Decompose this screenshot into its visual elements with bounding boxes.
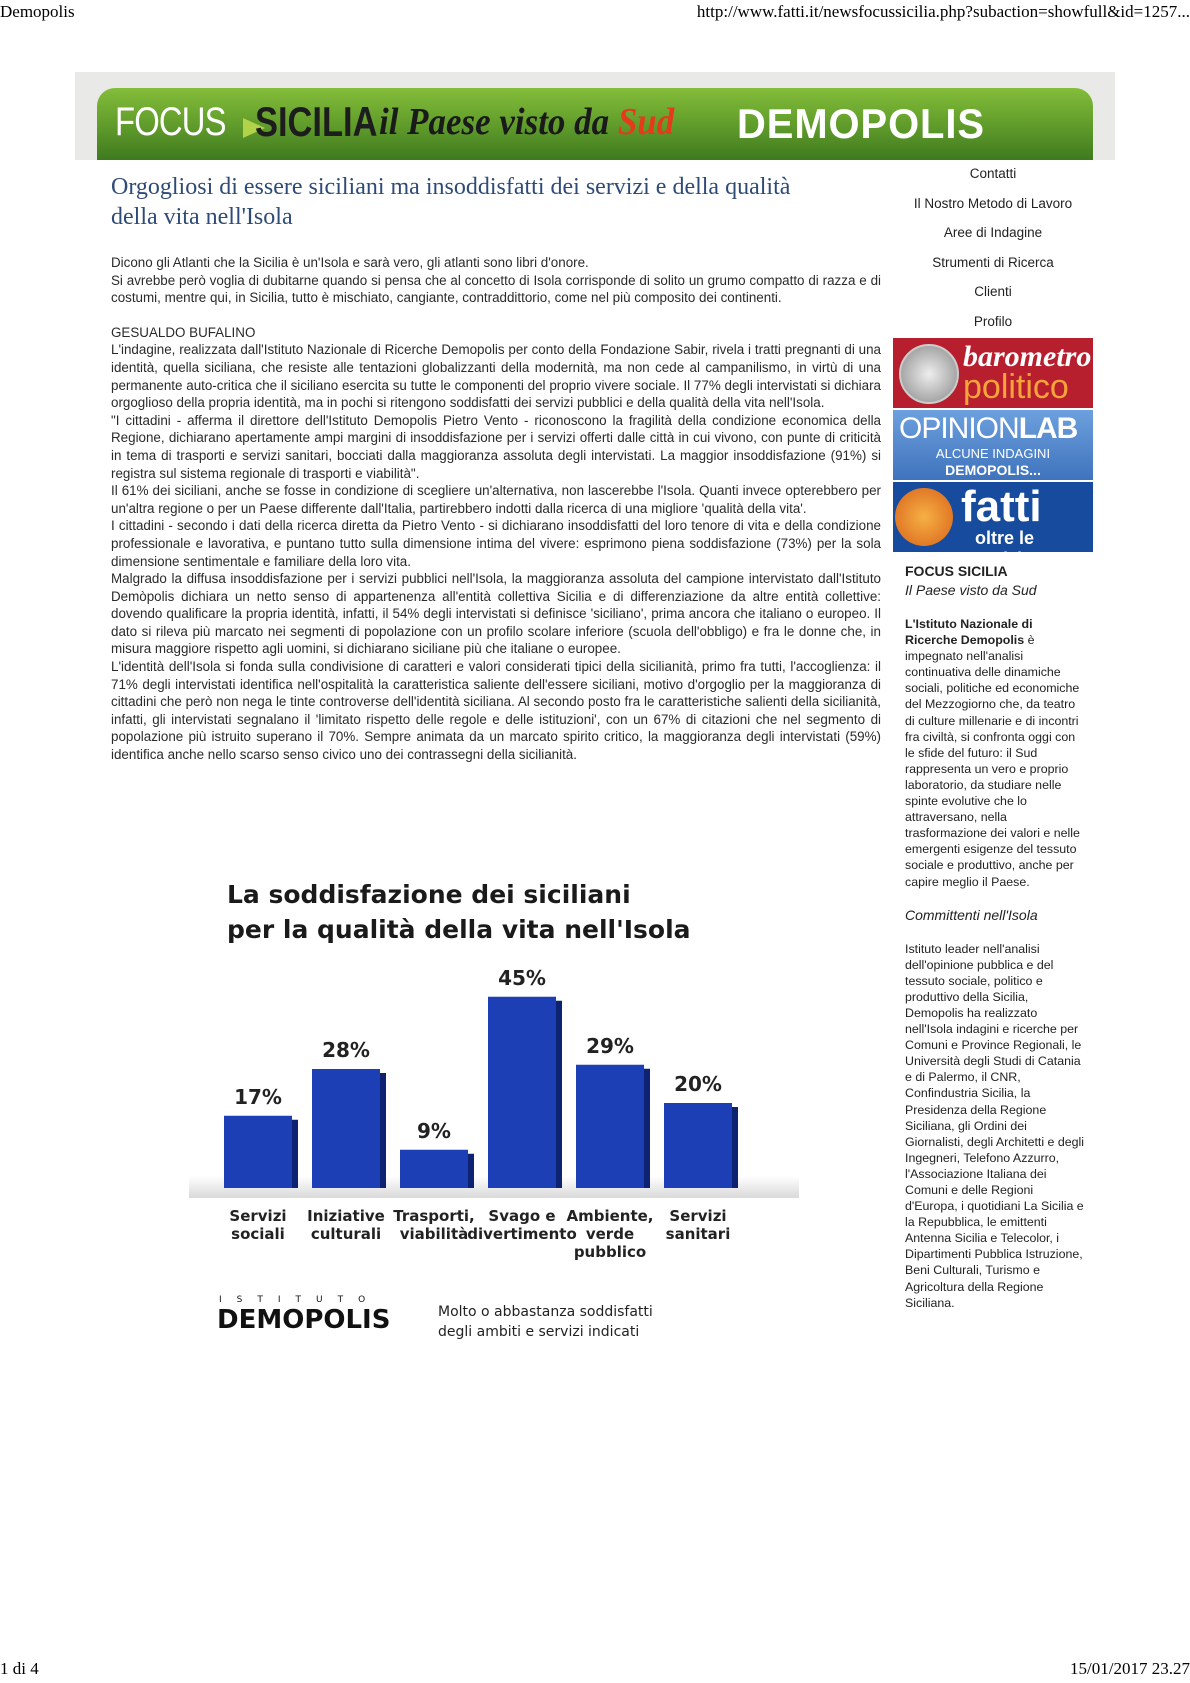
bar-value-label: 17%: [234, 1084, 282, 1109]
chart-title-line1: La soddisfazione dei siciliani: [227, 880, 631, 909]
category-label: culturali: [310, 1225, 382, 1243]
chart-bar: [488, 997, 556, 1188]
ad-barometro-politico[interactable]: [893, 338, 1093, 408]
bar-side: [292, 1120, 298, 1188]
ad-fatti[interactable]: [893, 482, 1093, 569]
sidebar-about: [905, 616, 1085, 890]
category-label: Servizi: [669, 1207, 727, 1225]
print-header-title: Demopolis: [0, 2, 75, 21]
print-footer-page: 1 di 4: [0, 1659, 39, 1678]
bar-side: [556, 1001, 562, 1188]
chart-note-line1: Molto o abbastanza soddisfatti: [438, 1304, 653, 1320]
chart-bars: [224, 966, 738, 1261]
ad-fatti-line2: oltre le notizie: [975, 528, 1035, 569]
bar-value-label: 9%: [417, 1118, 451, 1143]
chart-bar: [312, 1069, 380, 1188]
bar-side: [468, 1154, 474, 1188]
chart-bar: [664, 1103, 732, 1188]
clock-icon: [899, 344, 959, 404]
category-label: pubblico: [573, 1243, 647, 1261]
quote-line: Dicono gli Atlanti che la Sicilia è un'Isola e sarà vero, gli atlanti sono libri d'onore.: [111, 255, 589, 270]
quote-author: GESUALDO BUFALINO: [111, 324, 256, 340]
category-label: verde: [585, 1225, 635, 1243]
chart-bar: [224, 1116, 292, 1188]
globe-icon: [895, 488, 953, 546]
chart-title-line2: per la qualità della vita nell'Isola: [227, 915, 691, 944]
paragraph: L'indagine, realizzata dall'Istituto Nazionale di Ricerche Demopolis per conto della Fondazione Sabir, rivela i tratti pregnanti di una identità, quella siciliana, che resiste alle tentazioni globalizzanti della modernità, ma non cede al campanilismo, in virtù di una permanente auto-critica che il siciliano esercita su tutte le componenti del proprio vivere sociale. Il 77% degli intervistati si dichiara orgoglioso della propria identità, ma in pochi si ritengono soddisfatti dei servizi pubblici e della qualità della vita nell'Isola.: [111, 342, 881, 411]
banner-sicilia: SICILIA: [255, 98, 378, 145]
ad-opinion-line1: [899, 412, 1077, 446]
ad-opinionlab[interactable]: [893, 410, 1093, 480]
sidebar-heading: FOCUS SICILIA: [905, 563, 1008, 579]
category-label: Servizi: [229, 1207, 287, 1225]
site-banner[interactable]: [75, 72, 1115, 160]
category-label: divertimento: [467, 1225, 577, 1243]
ad-fatti-line1: fatti: [961, 482, 1042, 531]
bar-value-label: 29%: [586, 1033, 634, 1058]
paragraph: L'identità dell'Isola si fonda sulla condivisione di caratteri e valori considerati tipici della sicilianità, primo fra tutti, l'accoglienza: il 71% degli intervistati identifica nell'ospitalità la caratteristica saliente dell'essere siciliani, motivo d'orgoglio per la maggioranza di cittadini che però non nega le tinte controverse dell'identità siciliana. Al secondo posto fra le caratteristiche salienti della sicilianità, infatti, gli intervistati segnalano il 'limitato rispetto delle regole e delle istituzioni', con un 67% di citazioni che nel segmento di popolazione più istruito superano il 70%. Sempre animata da un marcato spirito critico, la maggioranza degli intervistati (59%) identifica anche nello scarso senso civico uno dei contrassegni della sicilianità.: [111, 659, 881, 763]
sidebar-subheading: Il Paese visto da Sud: [905, 582, 1037, 598]
banner-focus: FOCUS: [115, 100, 226, 144]
sidebar-clients-text: Istituto leader nell'analisi dell'opinione pubblica e del tessuto sociale, politico e produttivo della Sicilia, Demopolis ha realizzato nell'Isola indagini e ricerche per Comuni e Province Regionali, le Università degli Studi di Catania e di Palermo, il CNR, Confindustria Sicilia, la Presidenza della Regione Siciliana, gli Ordini dei Giornalisti, degli Architetti e degli Ingegneri, Telefono Azzurro, l'Associazione Italiana dei Comuni e delle Regioni d'Europa, i quotidiani La Sicilia e la Repubblica, le emittenti Antenna Sicilia e Telecolor, i Dipartimenti Pubblica Istruzione, Beni Culturali, Turismo e Agricoltura della Regione Siciliana.: [905, 941, 1085, 1310]
bar-value-label: 20%: [674, 1072, 722, 1096]
satisfaction-chart: [189, 876, 799, 1346]
chart-logo: DEMOPOLIS: [217, 1305, 391, 1335]
article-body: [111, 254, 881, 764]
category-label: sociali: [231, 1225, 285, 1243]
bar-value-label: 45%: [498, 965, 546, 990]
paragraph: "I cittadini - afferma il direttore dell'Istituto Demopolis Pietro Vento - riconoscono la fragilità della condizione economica della Regione, dichiarano apertamente ampi margini di insoddisfazione per i servizi offerti dalle città in cui vivono, con punte di criticità in tema di trasporti e servizi sanitari, bocciati dalla maggioranza assoluta degli intervistati. La maggior insoddisfazione (91%) si registra sul sistema regionale di trasporti e viabilità".: [111, 412, 881, 481]
quote-line: Si avrebbe però voglia di dubitarne quando si pensa che al concetto di Isola corrisponde di solito un grumo compatto di razza e di costumi, mentre qui, in Sicilia, tutto è mischiato, cangiante, contraddittorio, come nel più composito dei continenti.: [111, 272, 881, 306]
nav-strumenti[interactable]: Strumenti di Ricerca: [932, 254, 1054, 270]
category-label: Svago e: [488, 1207, 556, 1225]
paragraph: I cittadini - secondo i dati della ricerca diretta da Pietro Vento - si dichiarano insoddisfatti del loro tenore di vita e della condizione professionale e lavorativa, e puntano tutto sulla dimensione intima del vivere: esprimono piena soddisfazione (73%) per la sola dimensione sentimentale e familiare della loro vita.: [111, 518, 881, 569]
bar-side: [644, 1069, 650, 1188]
category-label: sanitari: [665, 1225, 731, 1243]
nav-profilo[interactable]: Profilo: [973, 313, 1013, 329]
category-label: Trasporti,: [393, 1207, 475, 1225]
sidebar-clients-heading: Committenti nell'Isola: [905, 906, 1038, 923]
chart-logo-small: ISTITUTO: [219, 1295, 381, 1305]
ad-opinion-b: LAB: [1018, 412, 1078, 445]
tagline-b: Sud: [617, 101, 675, 143]
bar-value-label: 28%: [322, 1038, 370, 1062]
ad-opinion-a: OPINION: [899, 412, 1019, 445]
print-footer-date: 15/01/2017 23.27: [1070, 1659, 1190, 1678]
category-label: viabilità: [399, 1225, 469, 1243]
side-nav: [893, 166, 1093, 343]
sidebar-info: [905, 562, 1085, 1311]
sidebar-about-bold: L'Istituto Nazionale di Ricerche Demopolis: [905, 617, 1033, 648]
tagline-a: il Paese visto da: [379, 101, 618, 143]
chart-note-line2: degli ambiti e servizi indicati: [438, 1324, 640, 1340]
banner-brand: DEMOPOLIS: [737, 100, 985, 147]
banner-tagline: [379, 100, 674, 144]
nav-metodo[interactable]: Il Nostro Metodo di Lavoro: [913, 195, 1073, 211]
ad-opinion-line3: DEMOPOLIS...: [945, 462, 1041, 478]
category-label: Iniziative: [307, 1207, 385, 1225]
ad-barometro-line2: politico: [963, 368, 1069, 406]
ad-barometro-line1: barometro: [963, 340, 1092, 373]
nav-aree[interactable]: Aree di Indagine: [943, 225, 1043, 240]
print-header-url: http://www.fatti.it/newsfocussicilia.php?subaction=showfull&id=1257...: [696, 2, 1190, 21]
nav-clienti[interactable]: Clienti: [974, 284, 1012, 299]
chart-bar: [400, 1150, 468, 1188]
paragraph: Malgrado la diffusa insoddisfazione per i servizi pubblici nell'Isola, la maggioranza assoluta del campione intervistato dall'Istituto Demòpolis dichiara un netto senso di appartenenza all'entità collettiva Sicilia e di differenziazione da altre entità collettive: dovendo qualificare la propria identità, infatti, il 54% degli intervistati si definisce 'siciliano', prima ancora che italiano o europeo. Il dato si rileva più marcato nei segmenti di popolazione con un profilo scolare inferiore (scuola dell'obbligo) e fra le donne che, in misura maggiore rispetto agli uomini, si dichiarano siciliane più che italiane o europee.: [111, 571, 881, 657]
chart-bar: [576, 1065, 644, 1188]
category-label: Ambiente,: [566, 1207, 654, 1225]
article-title: Orgogliosi di essere siciliani ma insoddisfatti dei servizi e della qualità della vita nell'Isola: [111, 174, 791, 230]
nav-contatti[interactable]: Contatti: [969, 166, 1017, 181]
bar-side: [732, 1107, 738, 1188]
ad-opinion-line2: ALCUNE INDAGINI: [935, 446, 1051, 461]
paragraph: Il 61% dei siciliani, anche se fosse in condizione di scegliere un'alternativa, non lascerebbe l'Isola. Quanti invece opterebbero per un'altra regione o per un Paese differente dall'Italia, partirebbero indotti dalla ricerca di una migliore 'qualità della vita'.: [111, 483, 881, 516]
bar-side: [380, 1073, 386, 1188]
sidebar-about-text: è impegnato nell'analisi continuativa delle dinamiche sociali, politiche ed economiche del Mezzogiorno che, da teatro di culture millenarie e di incontri fra civiltà, si confronta oggi con le sfide del futuro: il Sud rappresenta un vero e proprio laboratorio, da studiare nelle spinte evolutive che lo attraversano, nella trasformazione dei valori e nelle emergenti esigenze del tessuto sociale e produttivo, anche per capire meglio il Paese.: [905, 633, 1080, 889]
banner-graphic: [97, 88, 1093, 160]
